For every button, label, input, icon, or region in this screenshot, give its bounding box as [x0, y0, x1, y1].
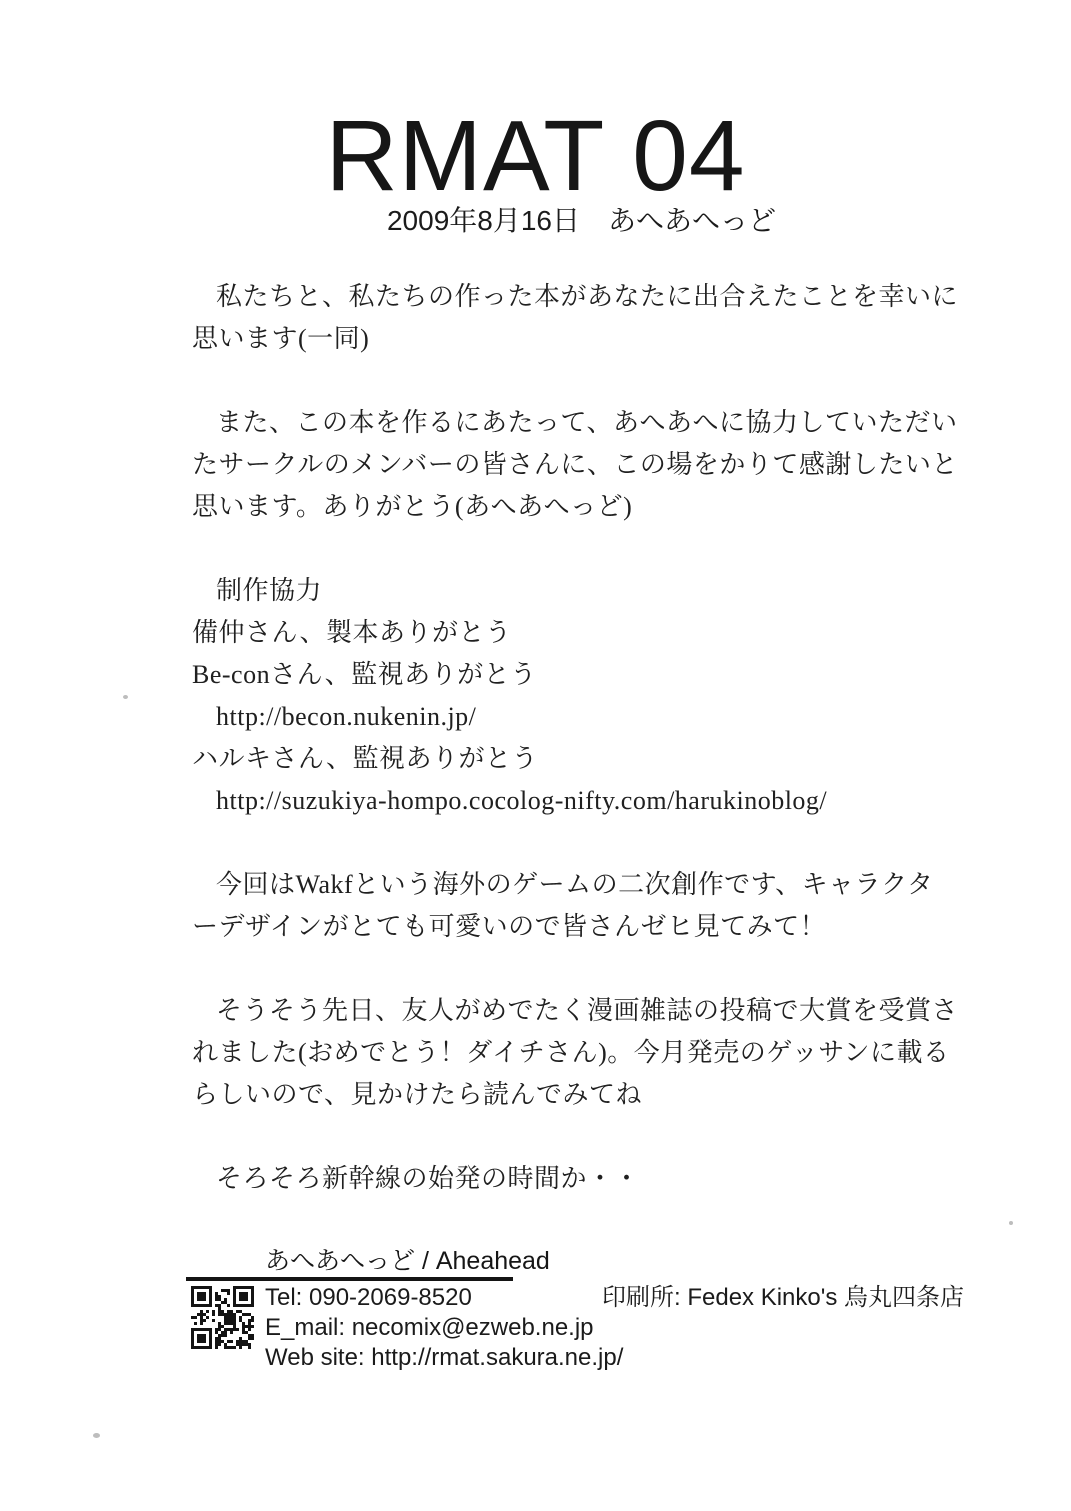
body-line: 私たちと、私たちの作った本があなたに出合えたことを幸いに: [216, 282, 959, 311]
credit-line: Be-conさん、監視ありがとう: [192, 660, 537, 689]
date-and-circle-line: 2009年8月16日 あへあへっど: [386, 205, 776, 236]
body-line: ーデザインがとても可愛いので皆さんゼヒ見てみて！: [192, 912, 827, 941]
email-text: E_mail: necomix@ezweb.ne.jp: [265, 1314, 594, 1341]
body-line: 思います。ありがとう(あへあへっど): [192, 492, 633, 521]
body-line: たサークルのメンバーの皆さんに、この場をかりて感謝したいと: [192, 450, 958, 479]
scan-speck: [93, 1433, 100, 1438]
body-line: そろそろ新幹線の始発の時間か・・: [216, 1164, 641, 1193]
printer-info-text: 印刷所: Fedex Kinko's 烏丸四条店: [602, 1284, 964, 1311]
body-line: また、この本を作るにあたって、あへあへに協力していただい: [216, 408, 958, 437]
credits-heading: 制作協力: [216, 576, 323, 605]
scan-speck: [1009, 1221, 1013, 1225]
circle-name: あへあへっど / Aheahead: [265, 1247, 550, 1275]
body-line: れました(おめでとう！ダイチさん)。今月発売のゲッサンに載る: [192, 1038, 950, 1067]
becon-url: http://becon.nukenin.jp/: [216, 702, 477, 731]
scan-speck: [123, 695, 128, 699]
harukino-url: http://suzukiya-hompo.cocolog-nifty.com/harukinoblog/: [216, 786, 828, 815]
telephone-text: Tel: 090-2069-8520: [265, 1284, 472, 1311]
page-title: RMAT 04: [325, 100, 746, 212]
website-url-text: Web site: http://rmat.sakura.ne.jp/: [265, 1344, 624, 1371]
credit-line: 備仲さん、製本ありがとう: [192, 618, 512, 647]
body-line: 今回はWakfという海外のゲームの二次創作です、キャラクタ: [216, 870, 934, 899]
body-line: らしいので、見かけたら読んでみてね: [192, 1080, 642, 1109]
body-line: そうそう先日、友人がめでたく漫画雑誌の投稿で大賞を受賞さ: [216, 996, 959, 1025]
credit-line: ハルキさん、監視ありがとう: [192, 744, 539, 773]
qr-code-icon: [191, 1286, 254, 1349]
divider-rule: [186, 1277, 513, 1281]
body-line: 思います(一同): [192, 324, 370, 353]
